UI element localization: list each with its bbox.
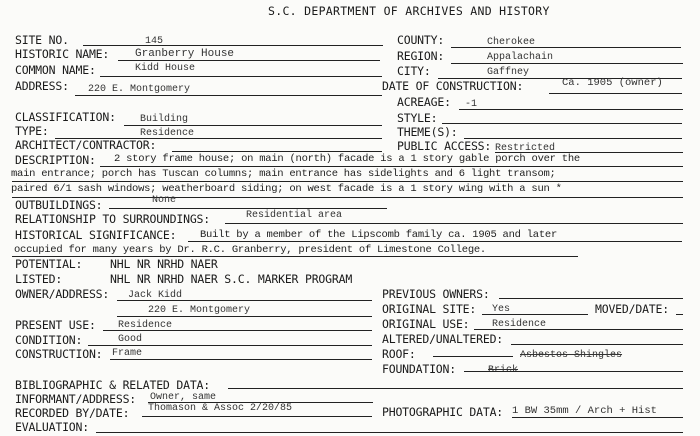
roof-line [433, 356, 513, 357]
common-name-line [100, 76, 382, 77]
site-no-value: 145 [145, 36, 164, 47]
common-name-label: COMMON NAME: [15, 63, 96, 77]
acreage-line [459, 109, 683, 110]
acreage-value: -1 [465, 99, 478, 110]
city-value: Gaffney [487, 67, 530, 78]
classification-line [124, 125, 382, 126]
foundation-label: FOUNDATION: [382, 362, 456, 376]
relationship-label: RELATIONSHIP TO SURROUNDINGS: [15, 212, 210, 226]
moved-date-line [676, 314, 683, 315]
potential-options: NHL NR NRHD NAER [110, 257, 218, 271]
owner-line-1 [117, 300, 372, 301]
evaluation-label: EVALUATION: [15, 420, 89, 434]
listed-options: NHL NR NRHD NAER S.C. MARKER PROGRAM [110, 272, 353, 286]
present-use-line [103, 330, 372, 331]
site-no-line [83, 45, 383, 46]
style-line [442, 123, 682, 124]
original-site-value: Yes [492, 304, 511, 315]
construction-label: CONSTRUCTION: [15, 347, 103, 361]
date-construction-label: DATE OF CONSTRUCTION: [382, 79, 524, 93]
architect-line [172, 151, 382, 152]
original-site-label: ORIGINAL SITE: [382, 302, 477, 316]
description-underline-1 [100, 166, 683, 167]
county-label: COUNTY: [397, 33, 445, 47]
bibliographic-label: BIBLIOGRAPHIC & RELATED DATA: [15, 378, 210, 392]
condition-label: CONDITION: [15, 333, 83, 347]
region-value: Appalachain [487, 52, 554, 63]
original-use-value: Residence [492, 319, 547, 330]
construction-value: Frame [112, 348, 143, 359]
historical-significance-underline-1 [188, 241, 682, 242]
description-label: DESCRIPTION: [15, 153, 96, 167]
foundation-line [464, 371, 683, 372]
altered-line [511, 344, 683, 345]
roof-value: Asbestos Shingles [520, 350, 623, 361]
original-use-label: ORIGINAL USE: [382, 317, 470, 331]
condition-line [88, 345, 372, 346]
type-label: TYPE: [15, 124, 49, 138]
public-access-label: PUBLIC ACCESS: [397, 139, 492, 153]
present-use-label: PRESENT USE: [15, 318, 96, 332]
foundation-value: Brick [488, 365, 519, 376]
owner-line-2 [117, 316, 372, 317]
recorded-by-line [142, 416, 372, 417]
common-name-value: Kidd House [135, 63, 196, 74]
evaluation-line [96, 432, 683, 433]
photographic-data-value: 1 BW 35mm / Arch + Hist [512, 405, 657, 417]
classification-label: CLASSIFICATION: [15, 110, 116, 124]
recorded-by-value: Thomason & Assoc 2/20/85 [148, 403, 293, 414]
owner-address-value: 220 E. Montgomery [148, 305, 251, 316]
outbuildings-line [109, 208, 387, 209]
historic-name-line [118, 60, 380, 61]
recorded-by-label: RECORDED BY/DATE: [15, 406, 130, 420]
previous-owners-label: PREVIOUS OWNERS: [382, 287, 490, 301]
type-value: Residence [140, 128, 195, 139]
historical-significance-underline-2 [12, 256, 578, 257]
themes-line [464, 138, 682, 139]
present-use-value: Residence [118, 320, 173, 331]
moved-date-label: MOVED/DATE: [595, 302, 669, 316]
photographic-data-label: PHOTOGRAPHIC DATA: [382, 405, 504, 419]
historic-name-label: HISTORIC NAME: [15, 47, 110, 61]
city-label: CITY: [397, 64, 431, 78]
description-underline-2 [12, 181, 683, 182]
relationship-line [225, 223, 683, 224]
previous-owners-line [499, 298, 683, 299]
region-label: REGION: [397, 49, 445, 63]
description-underline-3 [12, 197, 683, 198]
historical-significance-line-2: occupied for many years by Dr. R.C. Granberry, president of Limestone College. [14, 244, 486, 256]
description-line-3: paired 6/1 sash windows; weatherboard siding; on west facade is a 1 story wing with a sun * [11, 183, 562, 195]
original-use-line [474, 329, 683, 330]
site-no-label: SITE NO. [15, 33, 69, 47]
acreage-label: ACREAGE: [397, 95, 451, 109]
description-line-1: 2 story frame house; on main (north) facade is a 1 story gable porch over the [114, 153, 580, 165]
classification-value: Building [140, 114, 189, 125]
potential-label: POTENTIAL: [15, 257, 83, 271]
address-label: ADDRESS: [15, 79, 69, 93]
historical-significance-line-1: Built by a member of the Lipscomb family ca. 1905 and later [200, 229, 558, 241]
style-label: STYLE: [397, 111, 438, 125]
architect-label: ARCHITECT/CONTRACTOR: [15, 138, 157, 152]
relationship-value: Residential area [246, 210, 343, 221]
historical-significance-label: HISTORICAL SIGNIFICANCE: [15, 228, 177, 242]
outbuildings-value: None [152, 195, 177, 206]
original-site-line [482, 314, 588, 315]
county-line [451, 47, 681, 48]
historic-name-value: Granberry House [135, 48, 235, 60]
address-value: 220 E. Montgomery [88, 84, 191, 95]
form-title: S.C. DEPARTMENT OF ARCHIVES AND HISTORY [268, 4, 550, 18]
public-access-value: Restricted [495, 143, 556, 154]
description-line-2: main entrance; porch has Tuscan columns; main entrance has sidelights and 6 light transom; [11, 168, 556, 180]
construction-line [110, 359, 372, 360]
date-construction-line [549, 93, 682, 94]
photographic-data-line [512, 417, 683, 418]
informant-label: INFORMANT/ADDRESS: [15, 392, 137, 406]
owner-name-value: Jack Kidd [128, 290, 183, 301]
date-construction-value: Ca. 1905 (owner) [562, 77, 663, 89]
owner-address-label: OWNER/ADDRESS: [15, 287, 110, 301]
region-line [451, 63, 683, 64]
altered-label: ALTERED/UNALTERED: [382, 332, 504, 346]
themes-label: THEME(S): [397, 125, 458, 139]
county-value: Cherokee [487, 37, 536, 48]
outbuildings-label: OUTBUILDINGS: [15, 198, 103, 212]
address-line [75, 95, 382, 96]
condition-value: Good [118, 334, 143, 345]
roof-label: ROOF: [382, 347, 416, 361]
bibliographic-line [228, 388, 683, 389]
listed-label: LISTED: [15, 272, 63, 286]
informant-value: Owner, same [150, 392, 217, 403]
